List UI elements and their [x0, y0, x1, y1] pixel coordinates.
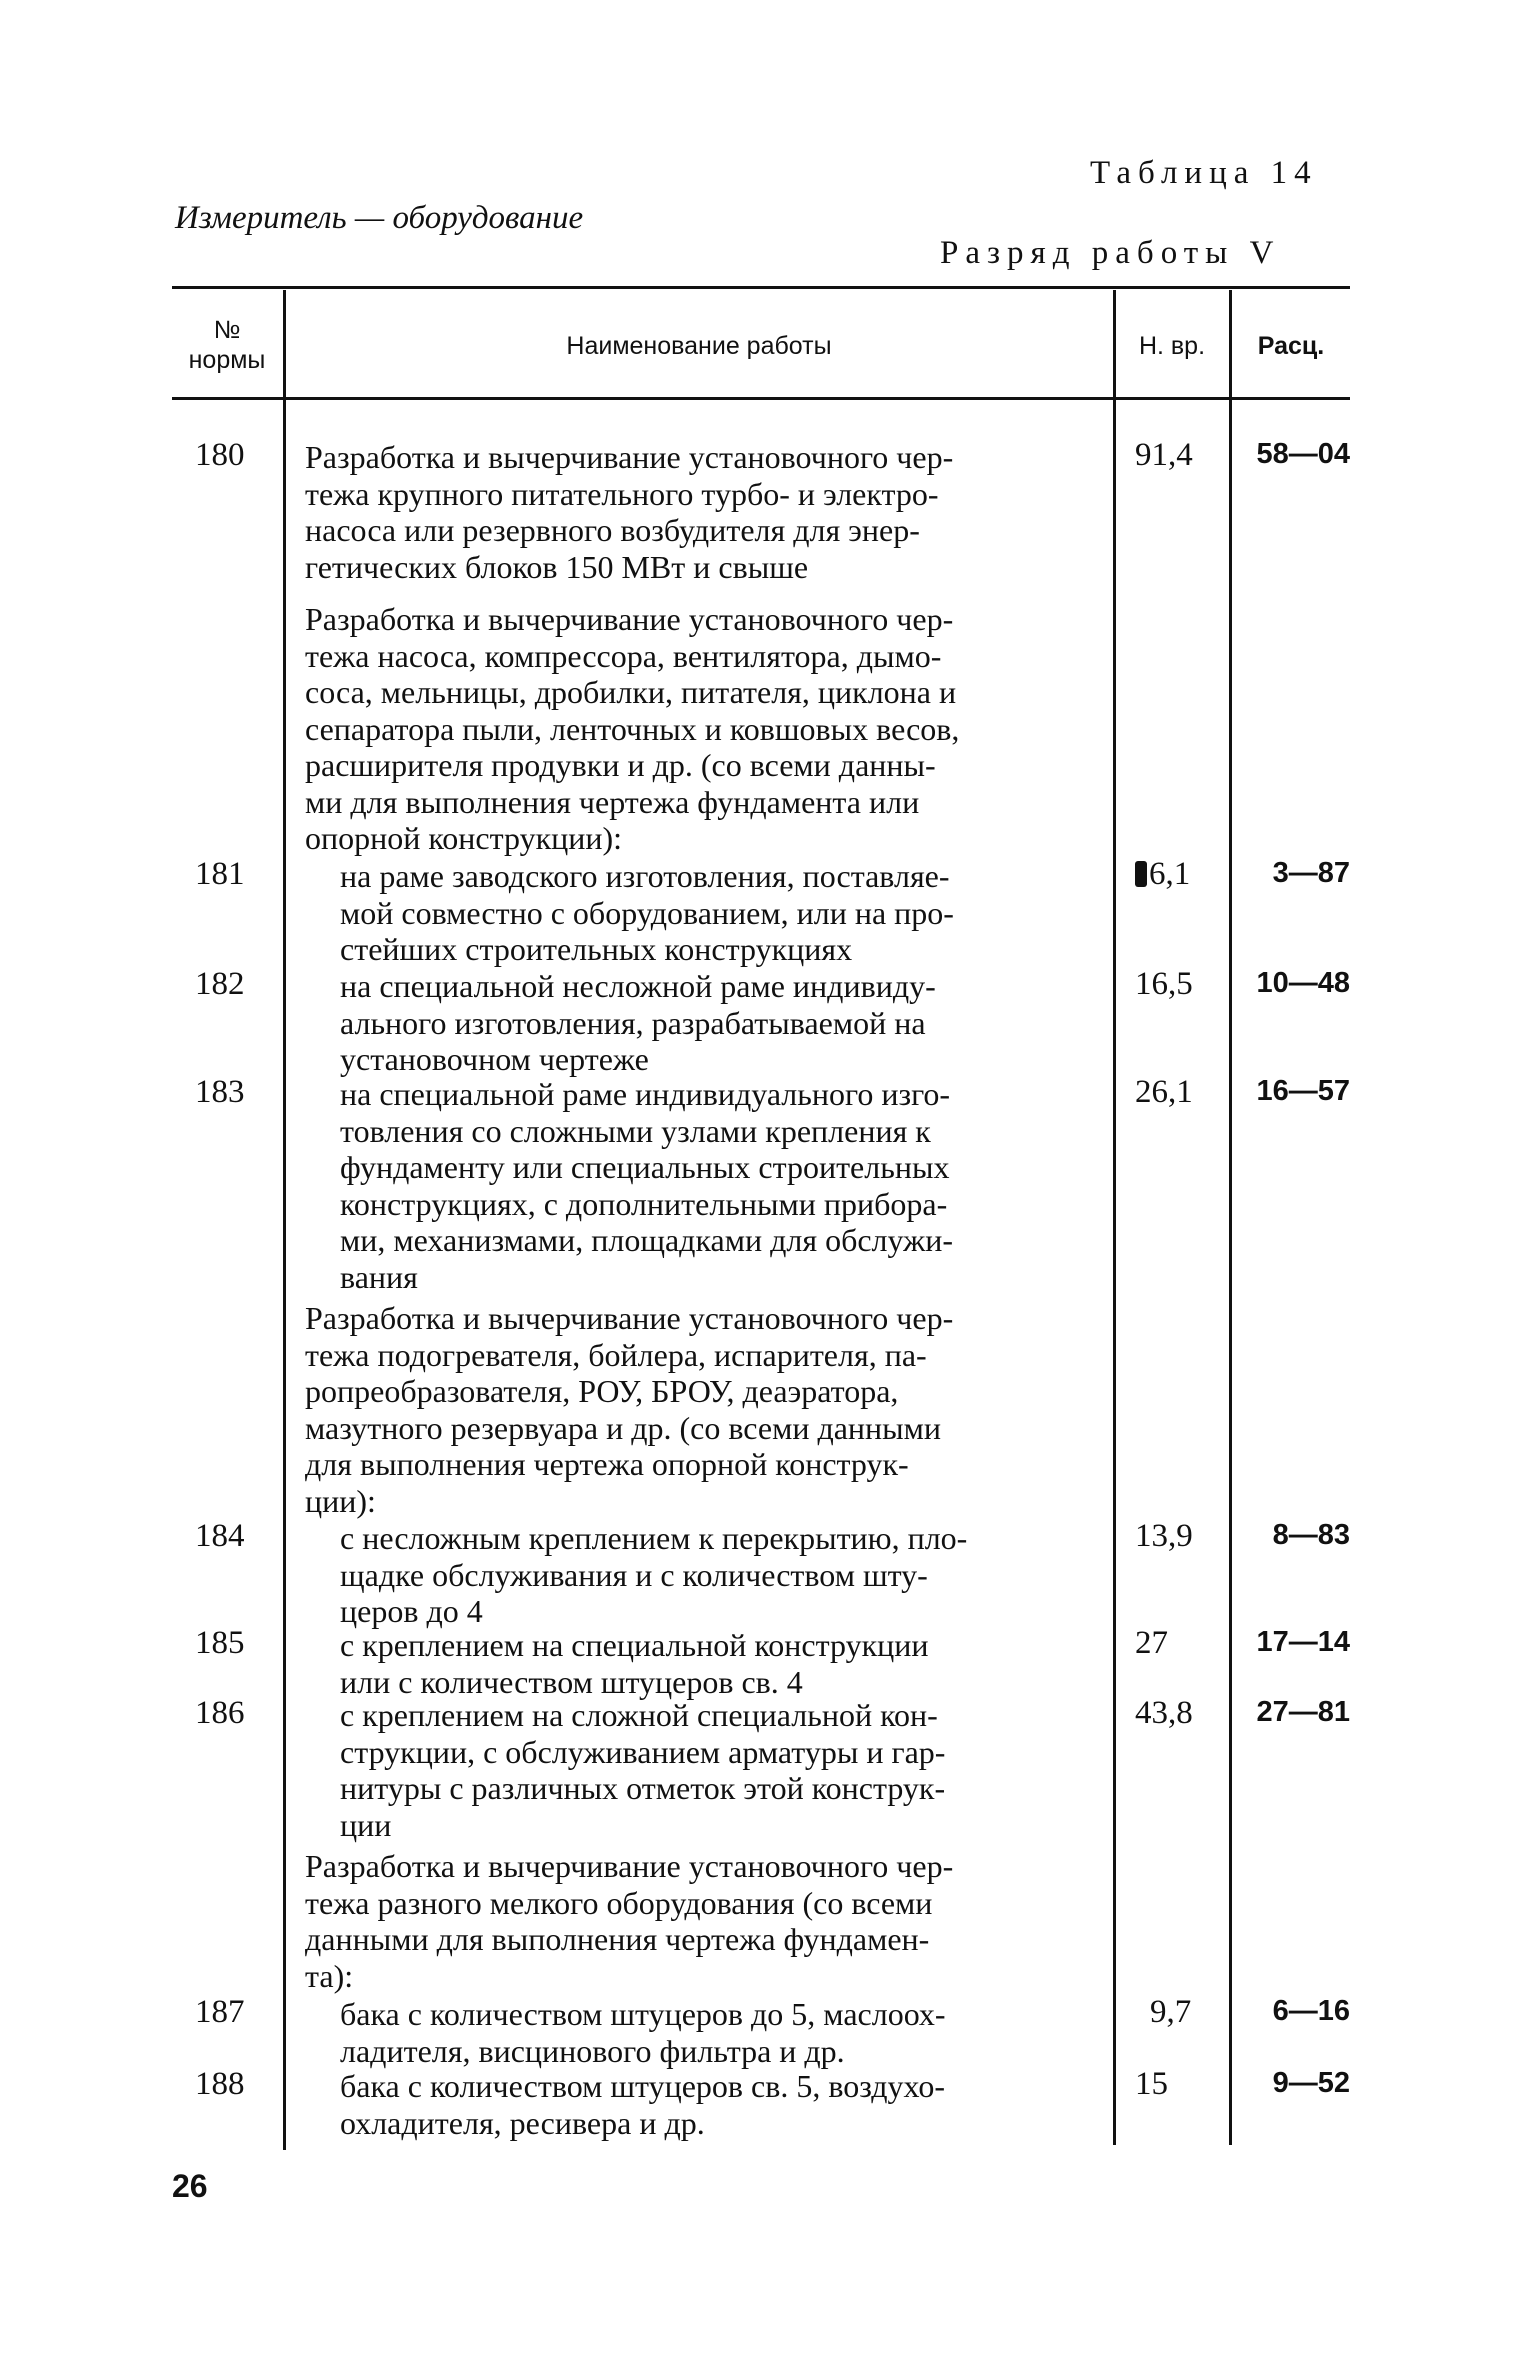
- text-line: с несложным креплением к перекрытию, пло-: [340, 1520, 968, 1556]
- rate-value: 27—81: [1256, 1696, 1350, 1728]
- text-line: вания: [340, 1258, 418, 1295]
- text-line: на специальной несложной раме индивиду-: [340, 968, 936, 1004]
- desc-181: [340, 858, 1097, 968]
- text-line: щадке обслуживания и с количеством шту-: [340, 1556, 928, 1593]
- text-line: на раме заводского изготовления, поставляе-: [340, 858, 950, 894]
- desc-185: [340, 1627, 1097, 1700]
- table-header-rule: [172, 397, 1350, 400]
- rate-value: 10—48: [1256, 967, 1350, 999]
- desc-184: [340, 1520, 1097, 1630]
- text-line: нитуры с различных отметок этой конструк-: [340, 1770, 946, 1806]
- col-header-norm-no: [172, 315, 282, 375]
- text-line: бака с количеством штуцеров св. 5, воздухо-: [340, 2068, 945, 2104]
- col-header-time: Н. вр.: [1138, 332, 1206, 360]
- col-header-norm-no-symbol: №: [213, 316, 241, 344]
- text-line: тежа крупного питательного турбо- и электро-: [305, 475, 939, 512]
- desc-180: [305, 439, 1097, 585]
- time-norm: 13,9: [1135, 1518, 1193, 1554]
- text-line: или с количеством штуцеров св. 4: [340, 1663, 803, 1700]
- col-header-rate: Расц.: [1257, 332, 1325, 360]
- desc-182: [340, 968, 1097, 1078]
- time-norm: 26,1: [1135, 1074, 1193, 1110]
- text-line: с креплением на сложной специальной кон-: [340, 1697, 938, 1733]
- time-norm: 27: [1135, 1625, 1168, 1661]
- text-line: соса, мельницы, дробилки, питателя, циклона и: [305, 674, 957, 710]
- text-line: ального изготовления, разрабатываемой на: [340, 1004, 926, 1041]
- desc-183: [340, 1076, 1097, 1295]
- norm-number: 182: [195, 966, 245, 1002]
- text-line: товления со сложными узлами крепления к: [340, 1112, 931, 1149]
- norm-number: 183: [195, 1074, 245, 1110]
- text-line: насоса или резервного возбудителя для энер-: [305, 512, 920, 548]
- text-line: гетических блоков 150 МВт и свыше: [305, 548, 809, 585]
- text-line: фундаменту или специальных строительных: [340, 1149, 950, 1185]
- text-line: церов до 4: [340, 1593, 483, 1629]
- norm-number: 185: [195, 1625, 245, 1661]
- text-line: установочном чертеже: [340, 1041, 649, 1077]
- text-line: Разработка и вычерчивание установочного чер-: [305, 439, 954, 475]
- column-divider-2: [1113, 290, 1116, 2145]
- time-norm: 16,5: [1135, 966, 1193, 1002]
- text-line: ции: [340, 1806, 392, 1843]
- page-number: 26: [172, 2168, 208, 2204]
- time-norm: 9,7: [1150, 1994, 1192, 2030]
- time-norm: 43,8: [1135, 1695, 1193, 1731]
- text-line: та):: [305, 1957, 354, 1994]
- norm-number: 180: [195, 437, 245, 473]
- text-line: Разработка и вычерчивание установочного чер-: [305, 1300, 954, 1336]
- norm-number: 181: [195, 856, 245, 892]
- table-title: Таблица 14: [1090, 155, 1318, 191]
- col-header-name: Наименование работы: [566, 332, 832, 360]
- text-line: опорной конструкции):: [305, 820, 623, 856]
- desc-188: [340, 2068, 1097, 2141]
- desc-186: [340, 1697, 1097, 1843]
- intro-small-equipment: [305, 1848, 1097, 1994]
- text-line: тежа разного мелкого оборудования (со всеми: [305, 1884, 933, 1921]
- time-norm: 91,4: [1135, 437, 1193, 473]
- rate-value: 16—57: [1256, 1075, 1350, 1107]
- text-line: Разработка и вычерчивание установочного чер-: [305, 1848, 954, 1884]
- rate-value: 9—52: [1272, 2067, 1350, 2099]
- table-top-rule: [172, 286, 1350, 289]
- text-line: для выполнения чертежа опорной конструк-: [305, 1446, 909, 1482]
- text-line: бака с количеством штуцеров до 5, маслоох-: [340, 1996, 946, 2032]
- rate-value: 8—83: [1272, 1519, 1350, 1551]
- column-divider-3: [1229, 290, 1232, 2145]
- text-line: сепаратора пыли, ленточных и ковшовых весов,: [305, 710, 960, 747]
- text-line: ладителя, висцинового фильтра и др.: [340, 2032, 845, 2069]
- text-line: мой совместно с оборудованием, или на про-: [340, 894, 954, 931]
- text-line: охладителя, ресивера и др.: [340, 2104, 705, 2141]
- text-line: ми, механизмами, площадками для обслужи-: [340, 1222, 953, 1258]
- norm-number: 187: [195, 1994, 245, 2030]
- norm-number: 188: [195, 2066, 245, 2102]
- time-norm-value: 6,1: [1149, 856, 1191, 892]
- text-line: тежа насоса, компрессора, вентилятора, дымо-: [305, 637, 942, 674]
- time-norm: 15: [1135, 2066, 1168, 2102]
- text-line: расширителя продувки и др. (со всеми данны-: [305, 747, 936, 783]
- text-line: на специальной раме индивидуального изго-: [340, 1076, 951, 1112]
- measurer-label: Измеритель — оборудование: [175, 200, 584, 236]
- text-line: тежа подогревателя, бойлера, испарителя, па-: [305, 1336, 927, 1373]
- rate-value: 6—16: [1272, 1995, 1350, 2027]
- text-line: ми для выполнения чертежа фундамента или: [305, 783, 920, 820]
- text-line: струкции, с обслуживанием арматуры и гар-: [340, 1733, 946, 1770]
- text-line: данными для выполнения чертежа фундамен-: [305, 1921, 930, 1957]
- text-line: Разработка и вычерчивание установочного чер-: [305, 601, 954, 637]
- desc-187: [340, 1996, 1097, 2069]
- ink-blot-icon: [1135, 861, 1147, 887]
- rate-value: 3—87: [1272, 857, 1350, 889]
- text-line: с креплением на специальной конструкции: [340, 1627, 929, 1663]
- work-grade: Разряд работы V: [940, 235, 1281, 271]
- rate-value: 17—14: [1256, 1626, 1350, 1658]
- text-line: конструкциях, с дополнительными прибора-: [340, 1185, 948, 1222]
- column-divider-1: [283, 290, 286, 2150]
- norm-number: 186: [195, 1695, 245, 1731]
- time-norm: [1135, 856, 1190, 893]
- text-line: ропреобразователя, РОУ, БРОУ, деаэратора,: [305, 1373, 899, 1409]
- text-line: стейших строительных конструкциях: [340, 931, 853, 967]
- norm-number: 184: [195, 1518, 245, 1554]
- col-header-norm-no-word: нормы: [188, 346, 266, 374]
- rate-value: 58—04: [1256, 438, 1350, 470]
- intro-pumps: [305, 601, 1097, 857]
- intro-heaters: [305, 1300, 1097, 1519]
- text-line: ции):: [305, 1482, 376, 1519]
- text-line: мазутного резервуара и др. (со всеми данными: [305, 1409, 942, 1446]
